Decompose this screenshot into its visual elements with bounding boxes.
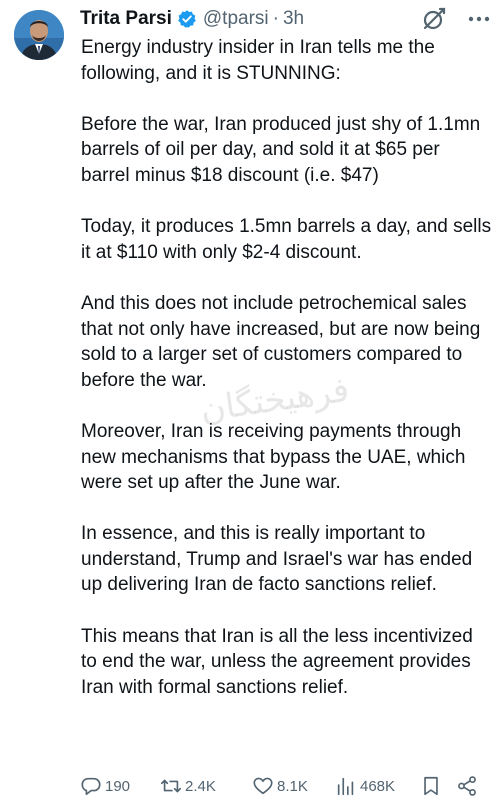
heart-icon bbox=[252, 775, 274, 797]
tweet-paragraph: Moreover, Iran is receiving payments through new mechanisms that bypass the UAE, which were set up after the June war. bbox=[81, 420, 466, 494]
tweet-paragraph: And this does not include petrochemical sales that not only have increased, but are now being sold to a larger set of customers compared to before the war. bbox=[81, 292, 481, 391]
more-options-icon[interactable] bbox=[466, 8, 492, 30]
tweet-text bbox=[81, 35, 493, 726]
repost-icon bbox=[160, 775, 182, 797]
tweet-header bbox=[80, 6, 304, 32]
timestamp[interactable]: 3h bbox=[282, 8, 305, 29]
share-button[interactable] bbox=[456, 774, 481, 798]
tweet-paragraph: In essence, and this is really important to understand, Trump and Israel's war has ended up delivering Iran de facto sanctions relief. bbox=[81, 523, 473, 596]
like-button[interactable] bbox=[252, 774, 308, 798]
bookmark-button[interactable] bbox=[420, 774, 445, 798]
reply-icon bbox=[80, 775, 102, 797]
avatar[interactable] bbox=[14, 10, 64, 60]
bookmark-icon bbox=[420, 775, 442, 797]
repost-count: 2.4K bbox=[185, 777, 216, 795]
share-icon bbox=[456, 775, 478, 797]
header-separator: · bbox=[272, 8, 279, 29]
action-bar bbox=[80, 774, 498, 798]
tweet-paragraph: Before the war, Iran produced just shy of 1.1mn barrels of oil per day, and sold it at $65 per barrel minus $18 discount (i.e. $47) bbox=[81, 113, 481, 186]
grok-icon[interactable] bbox=[421, 6, 447, 32]
views-button[interactable] bbox=[335, 774, 395, 798]
like-count: 8.1K bbox=[277, 777, 308, 795]
repost-button[interactable] bbox=[160, 774, 216, 798]
watermark: فرهیختگان bbox=[197, 369, 352, 431]
reply-count: 190 bbox=[105, 777, 131, 795]
author-handle[interactable]: @tparsi bbox=[202, 8, 269, 29]
reply-button[interactable] bbox=[80, 774, 130, 798]
tweet-paragraph: Energy industry insider in Iran tells me the following, and it is STUNNING: bbox=[81, 37, 435, 84]
avatar-photo bbox=[14, 10, 64, 60]
tweet-paragraph: This means that Iran is all the less incentivized to end the war, unless the agreement provides Iran with formal sanctions relief. bbox=[81, 625, 473, 698]
view-count: 468K bbox=[360, 777, 396, 795]
verified-badge-icon bbox=[177, 9, 197, 29]
display-name[interactable]: Trita Parsi bbox=[80, 8, 172, 29]
views-chart-icon bbox=[335, 775, 357, 797]
tweet-paragraph: Today, it produces 1.5mn barrels a day, and sells it at $110 with only $2-4 discount. bbox=[81, 216, 492, 263]
